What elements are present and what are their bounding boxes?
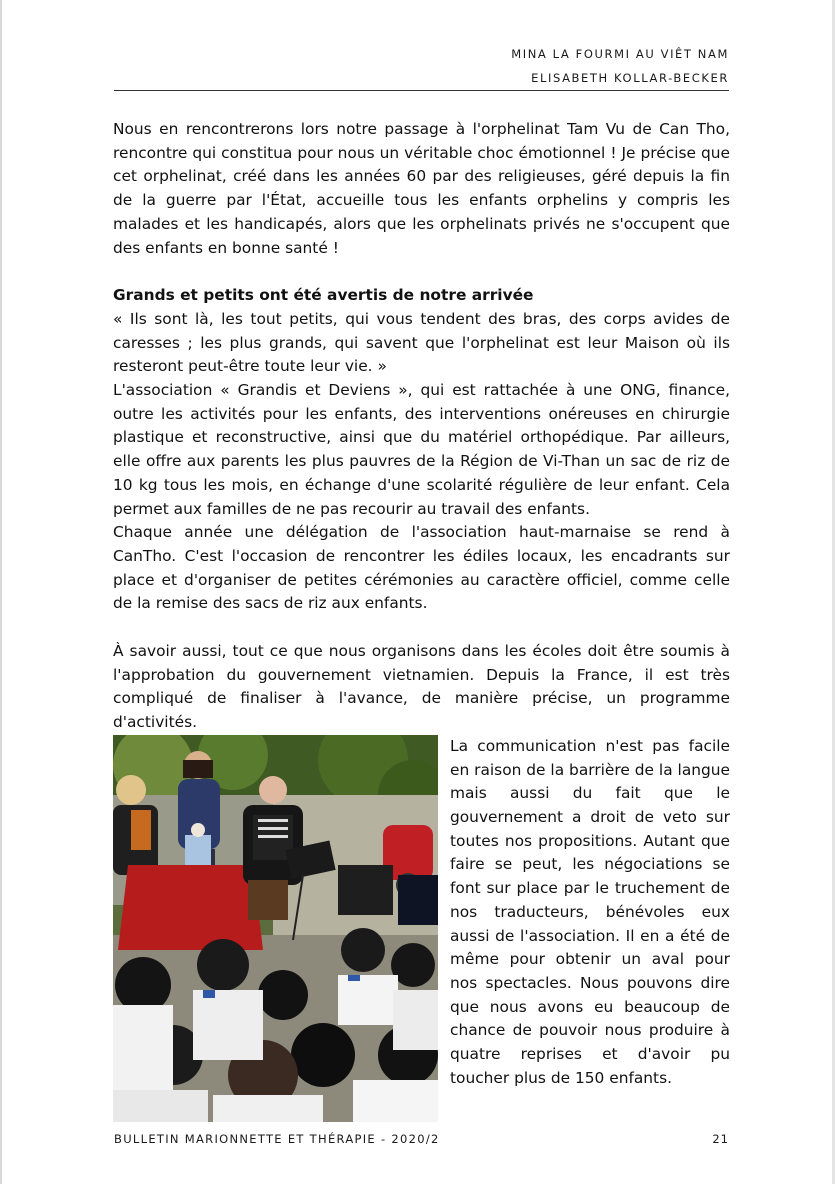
paragraph-delegation: Chaque année une délégation de l'association haut-marnaise se rend à CanTho. C'est l'occasion de rencontrer les édiles locaux, les encadrants sur place et d'organiser de petites cérémonies au caractère officiel, comme celle de la remise des sacs de riz aux enfants. [113, 523, 730, 613]
performance-photo [113, 735, 438, 1122]
article-body [113, 118, 730, 1122]
page-edge-left [0, 0, 2, 1184]
running-header-author: ELISABETH KOLLAR-BECKER [531, 71, 729, 85]
footer-publication: BULLETIN MARIONNETTE ET THÉRAPIE - 2020/2 [114, 1132, 440, 1146]
paragraph-association: L'association « Grandis et Deviens », qui est rattachée à une ONG, finance, outre les activités pour les enfants, des interventions onéreuses en chirurgie plastique et reconstructive, ainsi que du matériel orthopédique. Par ailleurs, elle offre aux parents les plus pauvres de la Région de Vi-Than un sac de riz de 10 kg tous les mois, en échange d'une scolarité régulière de leur enfant. Cela permet aux familles de ne pas recourir au travail des enfants. [113, 381, 730, 518]
paragraph-orphanage: Nous en rencontrerons lors notre passage à l'orphelinat Tam Vu de Can Tho, rencontre qui constitua pour nous un véritable choc émotionnel ! Je précise que cet orphelinat, créé dans les années 60 par des religieuses, géré depuis la fin de la guerre par l'État, accueille tous les enfants orphelins y compris les malades et les handicapés, alors que les orphelinats privés ne s'occupent que des enfants en bonne santé ! [113, 120, 730, 257]
page-number: 21 [712, 1132, 729, 1146]
running-header-title: MINA LA FOURMI AU VIÊT NAM [511, 47, 729, 61]
section-heading: Grands et petits ont été avertis de notre arrivée [113, 286, 534, 305]
paragraph-quote: « Ils sont là, les tout petits, qui vous tendent des bras, des corps avides de caresses ; les plus grands, qui savent que l'orphelinat est leur Maison où ils resteront peut-être toute leur vie. » [113, 309, 730, 376]
paragraph-approval-lead: À savoir aussi, tout ce que nous organisons dans les écoles doit être soumis à l'approbation du gouvernement vietnamien. Depuis la France, il est très compliqué de finaliser à l'avance, de manière précise, un programme d'activités. [113, 642, 730, 732]
header-rule [114, 90, 729, 91]
paragraph-approval-wrap: La communication n'est pas facile en raison de la barrière de la langue mais aussi du fait que le gouvernement a droit de veto sur toutes nos propositions. Autant que faire se peut, les négociations se font sur place par le truchement de nos traducteurs, bénévoles eux aussi de l'association. Il en a été de même pour obtenir un aval pour nos spectacles. Nous pouvons dire que nous avons eu beaucoup de chance de pouvoir nous produire à quatre reprises et d'avoir pu toucher plus de 150 enfants. [450, 736, 730, 1087]
